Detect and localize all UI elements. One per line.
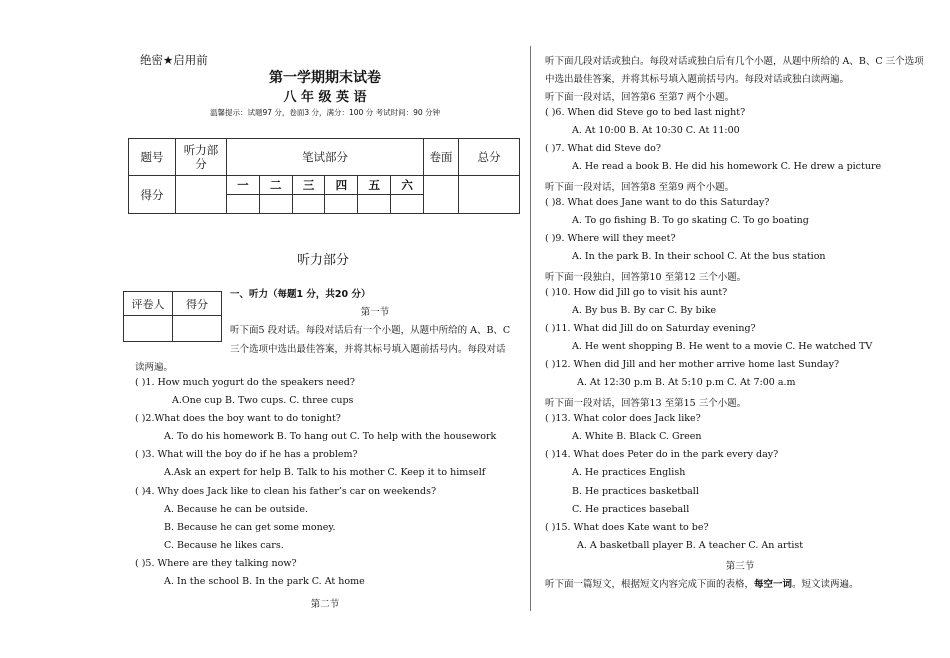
question-14-option-c: C. He practices baseball	[572, 504, 690, 515]
instr-line-3: 读两遍。	[135, 362, 174, 373]
exam-note: 温馨提示：试题97 分，卷面3 分，满分：100 分 考试时间：90 分钟	[209, 108, 441, 117]
question-10-options: A. By bus B. By car C. By bike	[572, 305, 717, 316]
right-intro-2: 中选出最佳答案，并将其标号填入题前括号内。每段对话或独白读两遍。	[545, 74, 850, 85]
question-6-options: A. At 10:00 B. At 10:30 C. At 11:00	[572, 125, 740, 136]
grader-score-cell	[173, 316, 222, 342]
final-instruction-a: 听下面一篇短文，根据短文内容完成下面的表格，	[545, 579, 755, 590]
question-12-options: A. At 12:30 p.m B. At 5:10 p.m C. At 7:00 a.m	[577, 377, 796, 388]
question-3-options: A.Ask an expert for help B. Talk to his mother C. Keep it to himself	[164, 467, 486, 478]
question-8: ( )8. What does Jane want to do this Saturday?	[545, 197, 770, 208]
question-5-options: A. In the school B. In the park C. At home	[164, 576, 365, 587]
section1-title: 一、听力（每题1 分，共20 分）	[230, 289, 371, 300]
question-3: ( )3. What will the boy do if he has a problem?	[135, 449, 358, 460]
group-1-instr: 听下面一段对话，回答第6 至第7 两个小题。	[545, 92, 735, 103]
question-4: ( )4. Why does Jack like to clean his father’s car on weekends?	[135, 486, 437, 497]
question-4-option-c: C. Because he likes cars.	[164, 540, 284, 551]
cell-score-4	[325, 195, 358, 214]
question-1-options: A.One cup B. Two cups. C. three cups	[172, 395, 354, 406]
cell-score-3	[292, 195, 325, 214]
cell-tihao: 题号	[129, 139, 176, 176]
exam-subtitle: 八 年 级 英 语	[283, 90, 367, 105]
group-2-instr: 听下面一段对话，回答第8 至第9 两个小题。	[545, 182, 735, 193]
question-2-options: A. To do his homework B. To hang out C. To help with the housework	[164, 431, 497, 442]
grader-name-cell	[124, 316, 173, 342]
cell-bishi: 笔试部分	[227, 139, 424, 176]
question-7: ( )7. What did Steve do?	[545, 143, 661, 154]
question-14: ( )14. What does Peter do in the park every day?	[545, 449, 779, 460]
question-15: ( )15. What does Kate want to be?	[545, 522, 709, 533]
question-11: ( )11. What did Jill do on Saturday evening?	[545, 323, 756, 334]
right-intro-1: 听下面几段对话或独白。每段对话或独白后有几个小题，从题中所给的 A、B、C 三个选项	[545, 56, 924, 67]
cell-score-6	[391, 195, 424, 214]
question-4-option-b: B. Because he can get some money.	[164, 522, 336, 533]
cell-num-6: 六	[391, 176, 424, 195]
question-14-option-a: A. He practices English	[572, 467, 686, 478]
question-5: ( )5. Where are they talking now?	[135, 558, 297, 569]
final-instruction-emphasis: 每空一词	[754, 579, 793, 590]
question-14-option-b: B. He practices basketball	[572, 486, 699, 497]
cell-score-5	[358, 195, 391, 214]
confidential-label: 绝密★启用前	[140, 53, 208, 67]
grader-score-label: 得分	[173, 292, 222, 316]
grader-table	[123, 291, 222, 342]
cell-num-3: 三	[292, 176, 325, 195]
cell-num-2: 二	[259, 176, 292, 195]
question-8-options: A. To go fishing B. To go skating C. To go boating	[572, 215, 809, 226]
column-divider	[530, 46, 531, 611]
score-table	[128, 138, 520, 214]
cell-num-4: 四	[325, 176, 358, 195]
part3-label: 第三节	[725, 561, 755, 572]
question-4-option-a: A. Because he can be outside.	[164, 504, 309, 515]
cell-total-score	[459, 176, 520, 214]
cell-tingli: 听力部分	[176, 139, 227, 176]
question-1: ( )1. How much yogurt do the speakers need?	[135, 377, 355, 388]
cell-juanmian-score	[424, 176, 459, 214]
instr-line-1: 听下面5 段对话。每段对话后有一个小题，从题中所给的 A、B、C	[230, 325, 511, 336]
group-4-instr: 听下面一段对话，回答第13 至第15 三个小题。	[545, 398, 747, 409]
question-6: ( )6. When did Steve go to bed last night?	[545, 107, 746, 118]
instr-line-2: 三个选项中选出最佳答案，并将其标号填入题前括号内。每段对话	[230, 344, 506, 355]
cell-juanmian: 卷面	[424, 139, 459, 176]
listening-heading: 听力部分	[297, 253, 350, 268]
question-13: ( )13. What color does Jack like?	[545, 413, 701, 424]
exam-title: 第一学期期末试卷	[269, 70, 381, 86]
part1-label: 第一节	[360, 307, 390, 318]
final-instruction-c: 。短文读两遍。	[792, 579, 859, 590]
question-11-options: A. He went shopping B. He went to a movie C. He watched TV	[572, 341, 873, 352]
question-2: ( )2.What does the boy want to do tonight?	[135, 413, 341, 424]
question-7-options: A. He read a book B. He did his homework C. He drew a picture	[572, 161, 882, 172]
question-15-options: A. A basketball player B. A teacher C. An artist	[577, 540, 804, 551]
cell-listen-score	[176, 176, 227, 214]
question-13-options: A. White B. Black C. Green	[572, 431, 702, 442]
question-9: ( )9. Where will they meet?	[545, 233, 676, 244]
group-3-instr: 听下面一段独白，回答第10 至第12 三个小题。	[545, 272, 747, 283]
part2-label: 第二节	[310, 599, 340, 610]
cell-num-1: 一	[227, 176, 260, 195]
final-instruction	[545, 576, 859, 590]
cell-num-5: 五	[358, 176, 391, 195]
cell-score-2	[259, 195, 292, 214]
grader-label: 评卷人	[124, 292, 173, 316]
cell-score-1	[227, 195, 260, 214]
question-9-options: A. In the park B. In their school C. At the bus station	[572, 251, 826, 262]
cell-defen: 得分	[129, 176, 176, 214]
cell-zongfen: 总分	[459, 139, 520, 176]
question-10: ( )10. How did Jill go to visit his aunt?	[545, 287, 728, 298]
question-12: ( )12. When did Jill and her mother arrive home last Sunday?	[545, 359, 840, 370]
